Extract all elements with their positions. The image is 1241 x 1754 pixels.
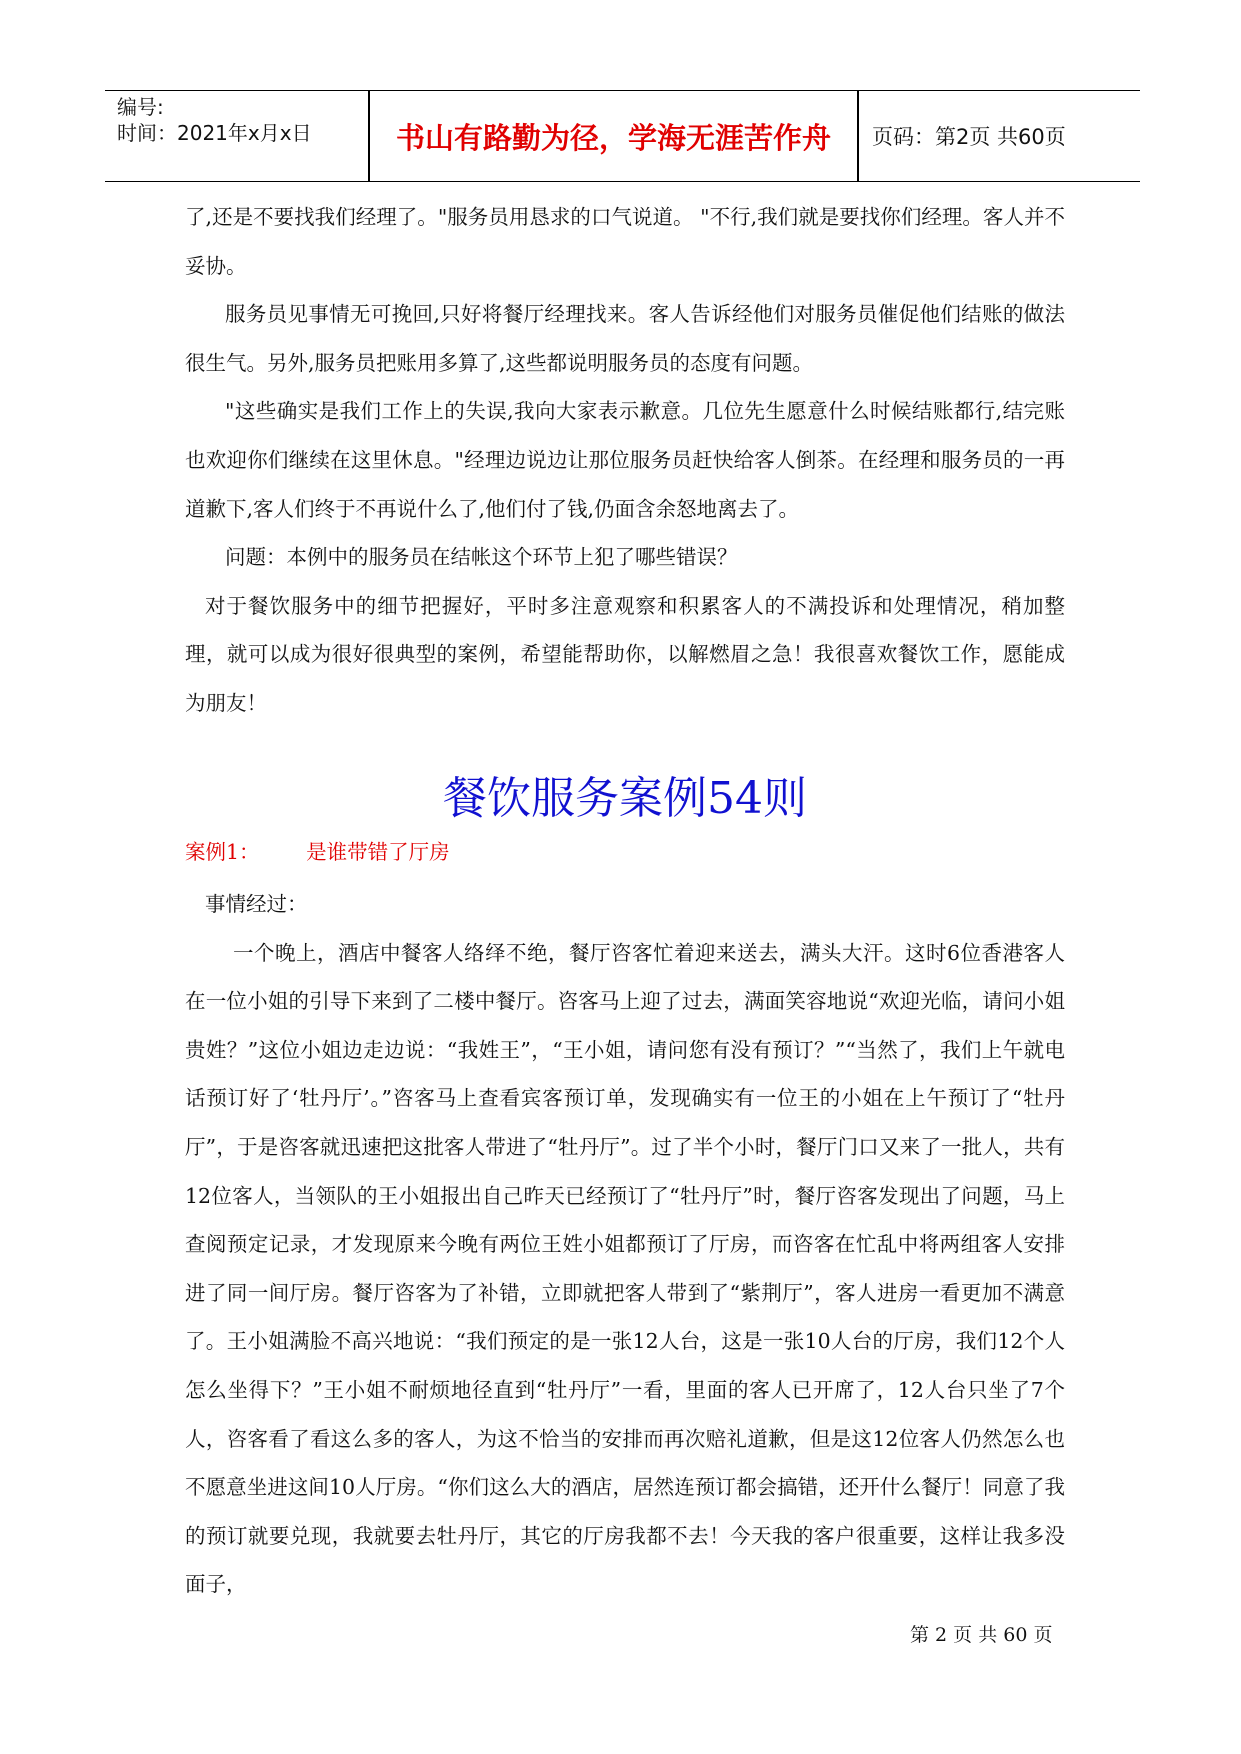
header-number-label: 编号: <box>117 95 164 119</box>
header-time-label: 时间：2021年x月x日 <box>117 121 312 145</box>
case-title-text: 是谁带错了厅房 <box>306 840 450 864</box>
question-paragraph: 问题：本例中的服务员在结帐这个环节上犯了哪些错误？ <box>225 545 738 570</box>
case-title <box>185 832 450 872</box>
paragraph: 服务员见事情无可挽回,只好将餐厅经理找来。客人告诉经他们对服务员催促他们结账的做法很生气。另外,服务员把账用多算了,这些都说明服务员的态度有问题。 <box>185 302 1065 375</box>
header-page-info: 页码：第2页 共60页 <box>872 125 1066 149</box>
section-continued-text <box>185 193 1065 728</box>
page-footer: 第 2 页 共 60 页 <box>910 1624 1053 1646</box>
header-divider <box>857 91 859 181</box>
header-motto: 书山有路勤为径，学海无涯苦作舟 <box>395 120 831 155</box>
paragraph: 了,还是不要找我们经理了。"服务员用恳求的口气说道。 "不行,我们就是要找你们经理。客人并不妥协。 <box>185 205 1065 278</box>
page-header <box>105 90 1140 182</box>
header-meta <box>117 91 367 184</box>
paragraph: "这些确实是我们工作上的失误,我向大家表示歉意。几位先生愿意什么时候结账都行,结完账也欢迎你们继续在这里休息。"经理边说边让那位服务员赶快给客人倒茶。在经理和服务员的一再道歉下,客人们终于不再说什么了,他们付了钱,仍面含余怒地离去了。 <box>185 399 1065 521</box>
case-subheading: 事情经过： <box>205 892 308 916</box>
case-paragraph: 一个晚上，酒店中餐客人络绎不绝，餐厅咨客忙着迎来送去，满头大汗。这时6位香港客人在一位小姐的引导下来到了二楼中餐厅。咨客马上迎了过去，满面笑容地说“欢迎光临，请问小姐贵姓？”这位小姐边走边说：“我姓王”，“王小姐，请问您有没有预订？”“当然了，我们上午就电话预订好了‘牡丹厅’。”咨客马上查看宾客预订单，发现确实有一位王的小姐在上午预订了“牡丹厅”，于是咨客就迅速把这批客人带进了“牡丹厅”。过了半个小时，餐厅门口又来了一批人，共有12位客人，当领队的王小姐报出自己昨天已经预订了“牡丹厅”时，餐厅咨客发现出了问题，马上查阅预定记录，才发现原来今晚有两位王姓小姐都预订了厅房，而咨客在忙乱中将两组客人安排进了同一间厅房。餐厅咨客为了补错，立即就把客人带到了“紫荆厅”，客人进房一看更加不满意了。王小姐满脸不高兴地说：“我们预定的是一张12人台，这是一张10人台的厅房，我们12个人怎么坐得下？”王小姐不耐烦地径直到“牡丹厅”一看，里面的客人已开席了，12人台只坐了7个人，咨客看了看这么多的客人，为这不恰当的安排而再次赔礼道歉，但是这12位客人仍然怎么也不愿意坐进这间10人厅房。“你们这么大的酒店，居然连预订都会搞错，还开什么餐厅！同意了我的预订就要兑现，我就要去牡丹厅，其它的厅房我都不去！今天我的客户很重要，这样让我多没面子， <box>185 940 1065 1597</box>
page-title: 餐饮服务案例54则 <box>443 773 807 824</box>
paragraph: 对于餐饮服务中的细节把握好，平时多注意观察和积累客人的不满投诉和处理情况，稍加整理，就可以成为很好很典型的案例，希望能帮助你，以解燃眉之急！我很喜欢餐饮工作，愿能成为朋友！ <box>185 593 1065 715</box>
case-body <box>185 880 1065 1609</box>
case-number: 案例1： <box>185 840 260 864</box>
